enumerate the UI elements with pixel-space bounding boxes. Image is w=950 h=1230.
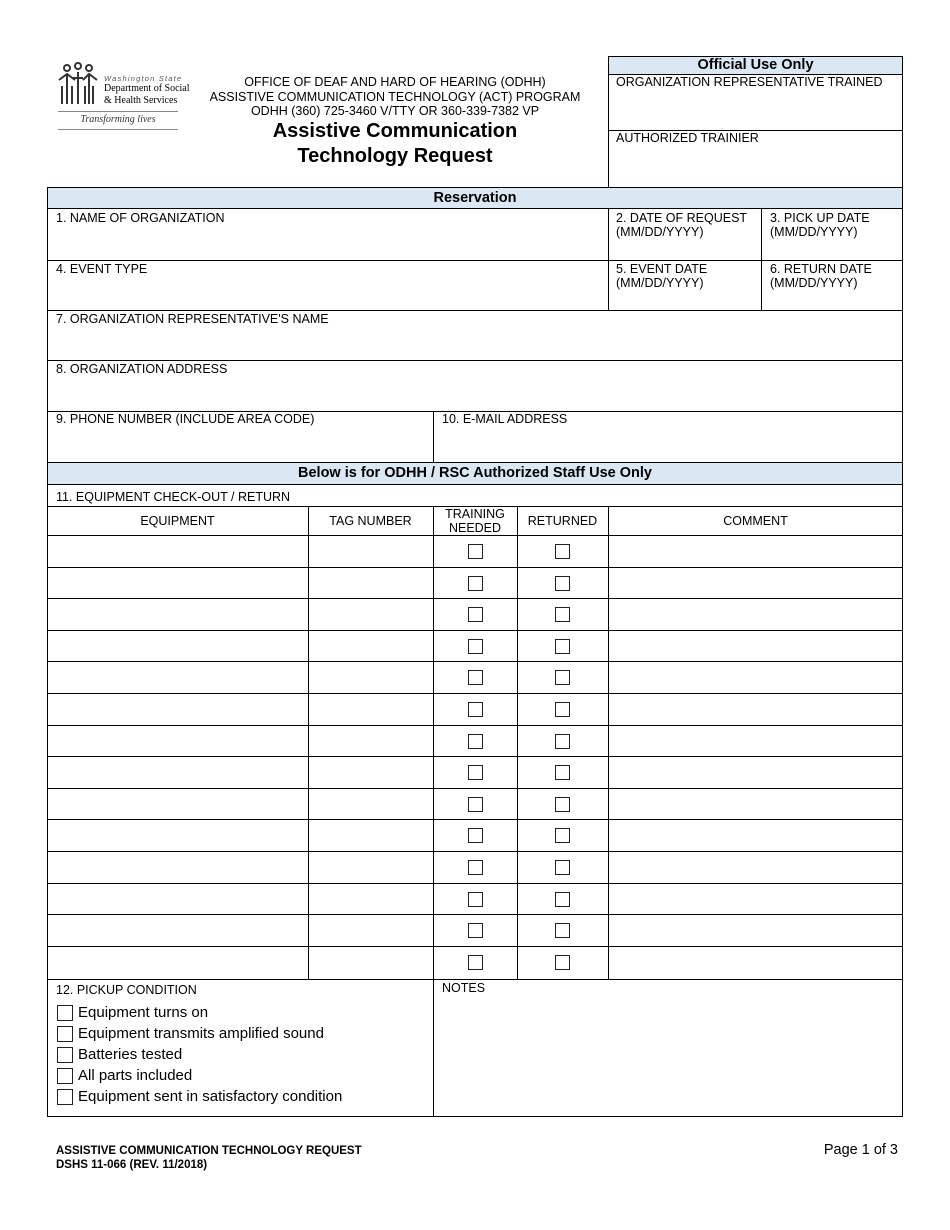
date-request-label: 2. DATE OF REQUEST (MM/DD/YYYY) [616,211,748,239]
col-divider [608,209,609,310]
equipment-cell-input[interactable] [51,601,305,627]
comment-cell-input[interactable] [612,664,900,690]
returned-checkbox[interactable] [555,765,570,780]
returned-checkbox[interactable] [555,860,570,875]
returned-checkbox[interactable] [555,670,570,685]
table-row [47,599,903,629]
equipment-cell-input[interactable] [51,633,305,659]
equipment-cell-input[interactable] [51,949,305,975]
phone-label: 9. PHONE NUMBER (INCLUDE AREA CODE) [56,412,315,426]
comment-col-header: COMMENT [723,514,788,528]
col-divider [761,209,762,310]
tag-number-cell-input[interactable] [312,791,430,817]
training-needed-checkbox[interactable] [468,923,483,938]
returned-checkbox[interactable] [555,892,570,907]
table-row [47,568,903,598]
office-line-2: ASSISTIVE COMMUNICATION TECHNOLOGY (ACT) PROGRAM [209,89,581,104]
org-name-field[interactable] [52,228,604,258]
email-field[interactable] [438,429,898,459]
tag-number-cell-input[interactable] [312,633,430,659]
pickup-condition-item[interactable] [57,1088,427,1107]
tag-number-cell-input[interactable] [312,854,430,880]
returned-checkbox[interactable] [555,923,570,938]
returned-checkbox[interactable] [555,639,570,654]
rep-trained-field[interactable] [612,92,900,128]
table-row [47,852,903,882]
equipment-cell-input[interactable] [51,854,305,880]
equipment-cell-input[interactable] [51,696,305,722]
logo-divider [58,111,178,112]
tag-number-cell-input[interactable] [312,601,430,627]
tag-number-cell-input[interactable] [312,570,430,596]
return-date-field[interactable] [765,291,900,309]
date-request-field[interactable] [612,241,758,259]
tag-number-cell-input[interactable] [312,917,430,943]
row-divider [47,260,903,261]
email-label: 10. E-MAIL ADDRESS [442,412,568,426]
tag-col-header: TAG NUMBER [329,514,412,528]
official-use-header [608,56,903,75]
reservation-title: Reservation [433,190,517,206]
training-needed-checkbox[interactable] [468,828,483,843]
logo-divider-bottom [58,129,178,130]
pickup-condition-checkbox[interactable] [57,1026,73,1042]
logo-dept-line1: Department of Social [104,83,190,94]
tag-number-cell-input[interactable] [312,759,430,785]
form-title-line-2: Technology Request [297,145,493,167]
pickup-condition-item[interactable] [57,1004,427,1023]
pickup-condition-item[interactable] [57,1046,427,1065]
pickup-condition-label: 12. PICKUP CONDITION [56,983,197,997]
pickup-condition-text: Equipment sent in satisfactory condition [78,1088,343,1105]
table-row [47,757,903,787]
event-type-label: 4. EVENT TYPE [56,262,148,276]
row-divider [47,979,903,980]
training-needed-checkbox[interactable] [468,607,483,622]
pickup-condition-text: All parts included [78,1067,193,1084]
footer-form-title: ASSISTIVE COMMUNICATION TECHNOLOGY REQUEST [56,1145,362,1157]
form-title-line-1: Assistive Communication [272,120,518,142]
comment-cell-input[interactable] [612,633,900,659]
trainer-label: AUTHORIZED TRAINIER [616,131,759,145]
comment-cell-input[interactable] [612,791,900,817]
org-name-label: 1. NAME OF ORGANIZATION [56,211,225,225]
comment-cell-input[interactable] [612,570,900,596]
tag-number-cell-input[interactable] [312,949,430,975]
comment-cell-input[interactable] [612,696,900,722]
returned-checkbox[interactable] [555,797,570,812]
equipment-cell-input[interactable] [51,791,305,817]
equipment-cell-input[interactable] [51,886,305,912]
tag-number-cell-input[interactable] [312,822,430,848]
pickup-condition-item[interactable] [57,1025,427,1044]
equipment-cell-input[interactable] [51,822,305,848]
returned-checkbox[interactable] [555,955,570,970]
office-line-1: OFFICE OF DEAF AND HARD OF HEARING (ODHH) [244,75,546,89]
training-needed-checkbox[interactable] [468,892,483,907]
pickup-condition-checkbox[interactable] [57,1089,73,1105]
tag-number-cell-input[interactable] [312,696,430,722]
training-needed-checkbox[interactable] [468,670,483,685]
equipment-cell-input[interactable] [51,664,305,690]
returned-col-header: RETURNED [527,514,598,528]
pickup-condition-text: Equipment turns on [78,1004,209,1021]
comment-cell-input[interactable] [612,601,900,627]
equipment-cell-input[interactable] [51,570,305,596]
training-needed-checkbox[interactable] [468,576,483,591]
table-row [47,947,903,977]
training-needed-checkbox[interactable] [468,734,483,749]
comment-cell-input[interactable] [612,538,900,564]
row-divider [47,310,903,311]
dshs-logo [56,62,190,132]
table-row [47,789,903,819]
returned-checkbox[interactable] [555,544,570,559]
pickup-condition-checkbox[interactable] [57,1068,73,1084]
pickup-condition-checkbox[interactable] [57,1005,73,1021]
comment-cell-input[interactable] [612,822,900,848]
comment-cell-input[interactable] [612,917,900,943]
checkout-label: 11. EQUIPMENT CHECK-OUT / RETURN [56,490,291,504]
phone-field[interactable] [52,429,430,459]
dshs-figures-icon [56,62,100,108]
returned-checkbox[interactable] [555,607,570,622]
address-field[interactable] [52,378,898,408]
logo-dept-line2: & Health Services [104,95,178,106]
comment-cell-input[interactable] [612,728,900,754]
pickup-date-label: 3. PICK UP DATE (MM/DD/YYYY) [770,211,870,239]
official-use-title: Official Use Only [697,57,814,73]
return-date-label: 6. RETURN DATE (MM/DD/YYYY) [770,262,872,290]
training-needed-checkbox[interactable] [468,544,483,559]
address-label: 8. ORGANIZATION ADDRESS [56,362,228,376]
staff-use-header [47,462,903,485]
tag-number-cell-input[interactable] [312,664,430,690]
table-row [47,915,903,945]
row-divider [47,360,903,361]
pickup-condition-text: Equipment transmits amplified sound [78,1025,324,1042]
pickup-condition-item[interactable] [57,1067,427,1086]
footer-form-number: DSHS 11-066 (REV. 11/2018) [56,1159,208,1171]
tag-number-cell-input[interactable] [312,728,430,754]
pickup-condition-text: Batteries tested [78,1046,183,1063]
event-date-label: 5. EVENT DATE (MM/DD/YYYY) [616,262,708,290]
equipment-cell-input[interactable] [51,759,305,785]
notes-label: NOTES [442,981,486,995]
table-row [47,662,903,692]
returned-checkbox[interactable] [555,576,570,591]
comment-cell-input[interactable] [612,854,900,880]
training-needed-checkbox[interactable] [468,639,483,654]
training-needed-checkbox[interactable] [468,702,483,717]
event-type-field[interactable] [52,278,604,308]
logo-tagline: Transforming lives [80,114,156,125]
staff-use-title: Below is for ODHH / RSC Authorized Staff Use Only [298,465,652,481]
training-col-header: TRAINING NEEDED [445,507,505,535]
rep-name-label: 7. ORGANIZATION REPRESENTATIVE'S NAME [56,312,329,326]
trainer-field[interactable] [612,148,900,184]
tag-number-cell-input[interactable] [312,886,430,912]
table-row [47,726,903,756]
table-row [47,694,903,724]
col-divider [433,411,434,462]
training-needed-checkbox[interactable] [468,797,483,812]
returned-checkbox[interactable] [555,734,570,749]
pickup-date-field[interactable] [765,241,900,259]
office-line-3: ODHH (360) 725-3460 V/TTY OR 360-339-7382 VP [250,104,540,118]
equipment-col-header: EQUIPMENT [140,514,215,528]
form-title [190,119,600,169]
rep-name-field[interactable] [52,328,898,358]
tag-number-cell-input[interactable] [312,538,430,564]
table-row [47,631,903,661]
comment-cell-input[interactable] [612,759,900,785]
comment-cell-input[interactable] [612,949,900,975]
equipment-cell-input[interactable] [51,538,305,564]
returned-checkbox[interactable] [555,702,570,717]
table-row [47,536,903,566]
notes-field[interactable] [438,998,898,1113]
equipment-cell-input[interactable] [51,917,305,943]
page-number: Page 1 of 3 [823,1142,898,1158]
reservation-header [47,187,903,209]
table-row [47,884,903,914]
comment-cell-input[interactable] [612,886,900,912]
office-info [190,75,600,119]
training-needed-checkbox[interactable] [468,955,483,970]
pickup-condition-checkbox[interactable] [57,1047,73,1063]
returned-checkbox[interactable] [555,828,570,843]
training-needed-checkbox[interactable] [468,860,483,875]
equipment-cell-input[interactable] [51,728,305,754]
logo-state-text: Washington State [104,74,183,83]
event-date-field[interactable] [612,291,758,309]
table-row [47,820,903,850]
training-needed-checkbox[interactable] [468,765,483,780]
rep-trained-label: ORGANIZATION REPRESENTATIVE TRAINED [616,75,883,89]
